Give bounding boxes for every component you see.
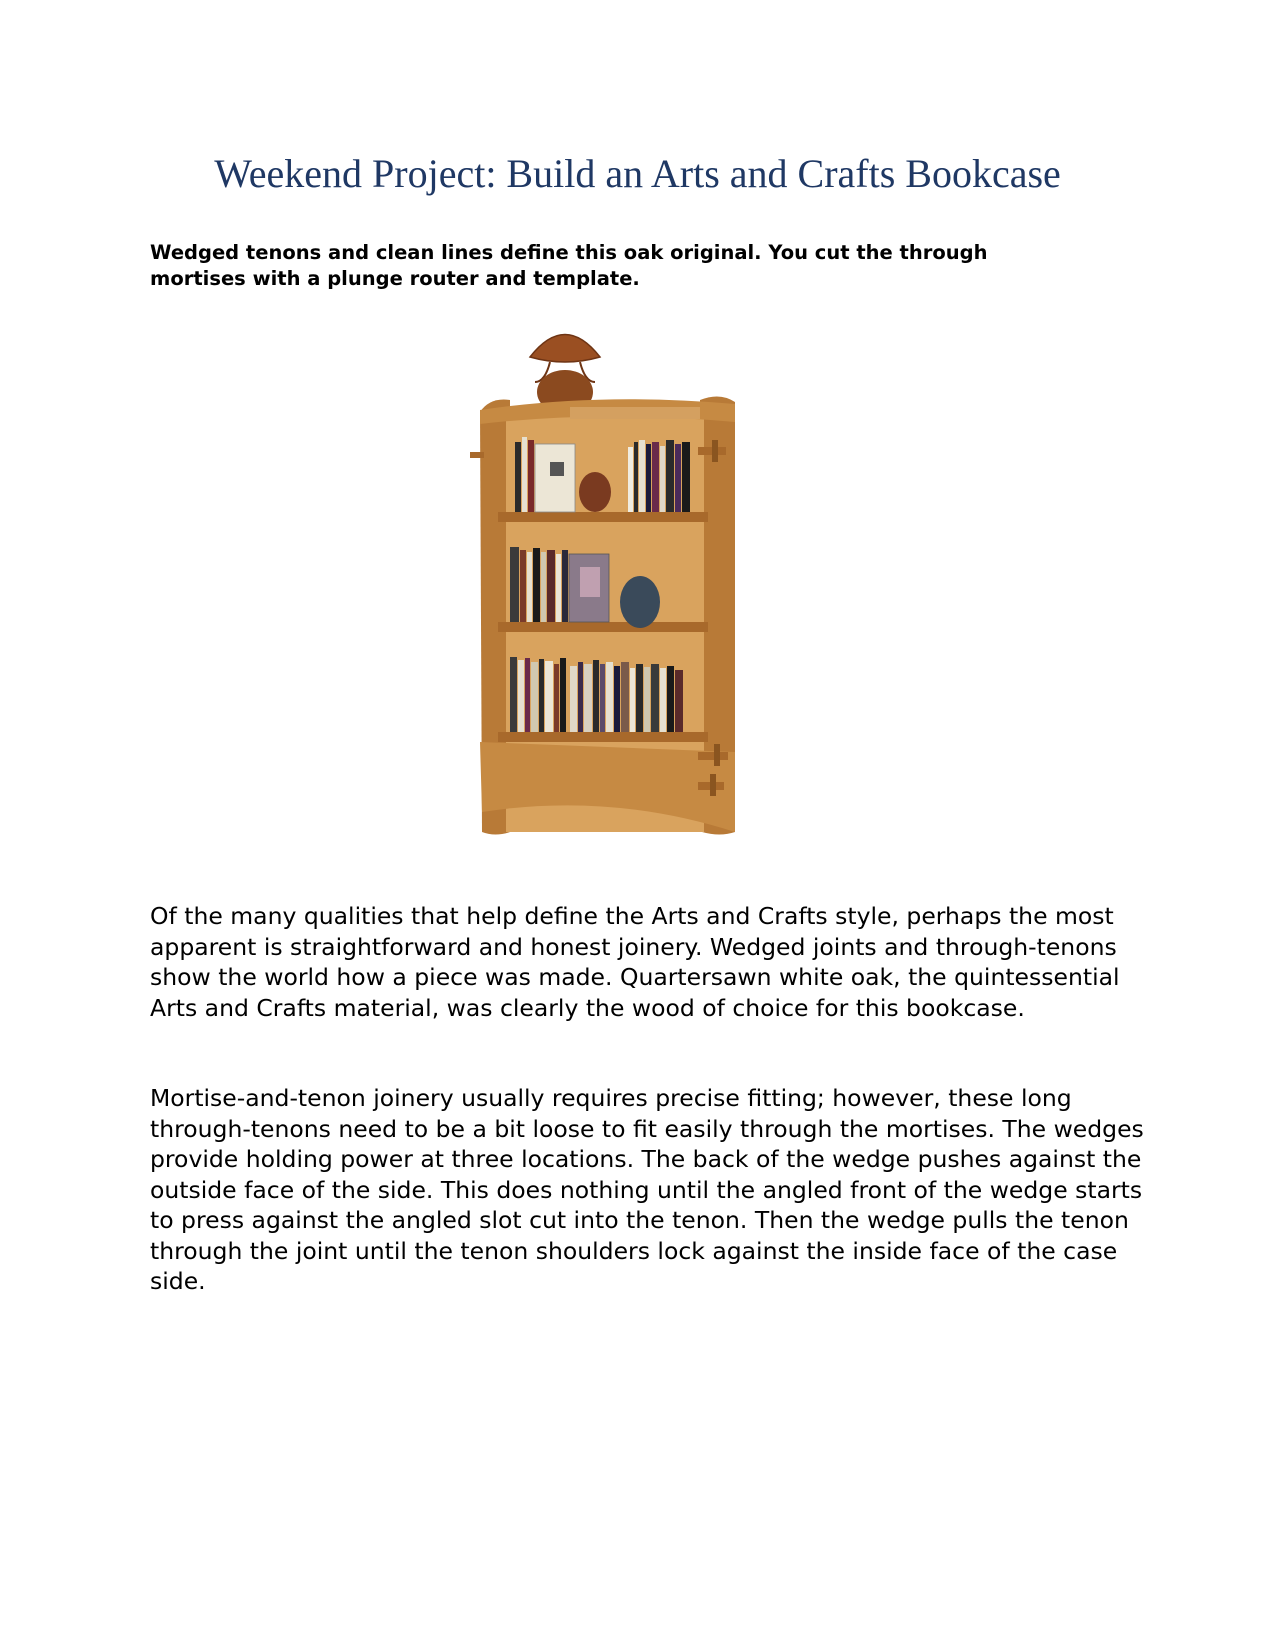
body-paragraph-1: Of the many qualities that help define the Arts and Crafts style, perhaps the most apparent is straightforward and honest joinery. Wedged joints and through-tenons show the world how a piece was made. Quartersawn white oak, the quintessential Arts and Crafts material, was clearly the wood of choice for this bookcase. [150, 902, 1120, 1022]
body-paragraph-2: Mortise-and-tenon joinery usually requires precise fitting; however, these long through-tenons need to be a bit loose to fit easily through the mortises. The wedges provide holding power at three locations. The back of the wedge pushes against the outside face of the side. This does nothing until the angled front of the wedge starts to press against the angled slot cut into the tenon. Then the wedge pulls the tenon through the joint until the tenon shoulders lock against the inside face of the case side. [150, 1084, 1144, 1295]
bookcase-photo [470, 312, 810, 872]
lead-paragraph: Wedged tenons and clean lines define this oak original. You cut the through mortises with a plunge router and template. [150, 241, 988, 290]
page-title: Weekend Project: Build an Arts and Crafts Bookcase [214, 151, 1061, 196]
